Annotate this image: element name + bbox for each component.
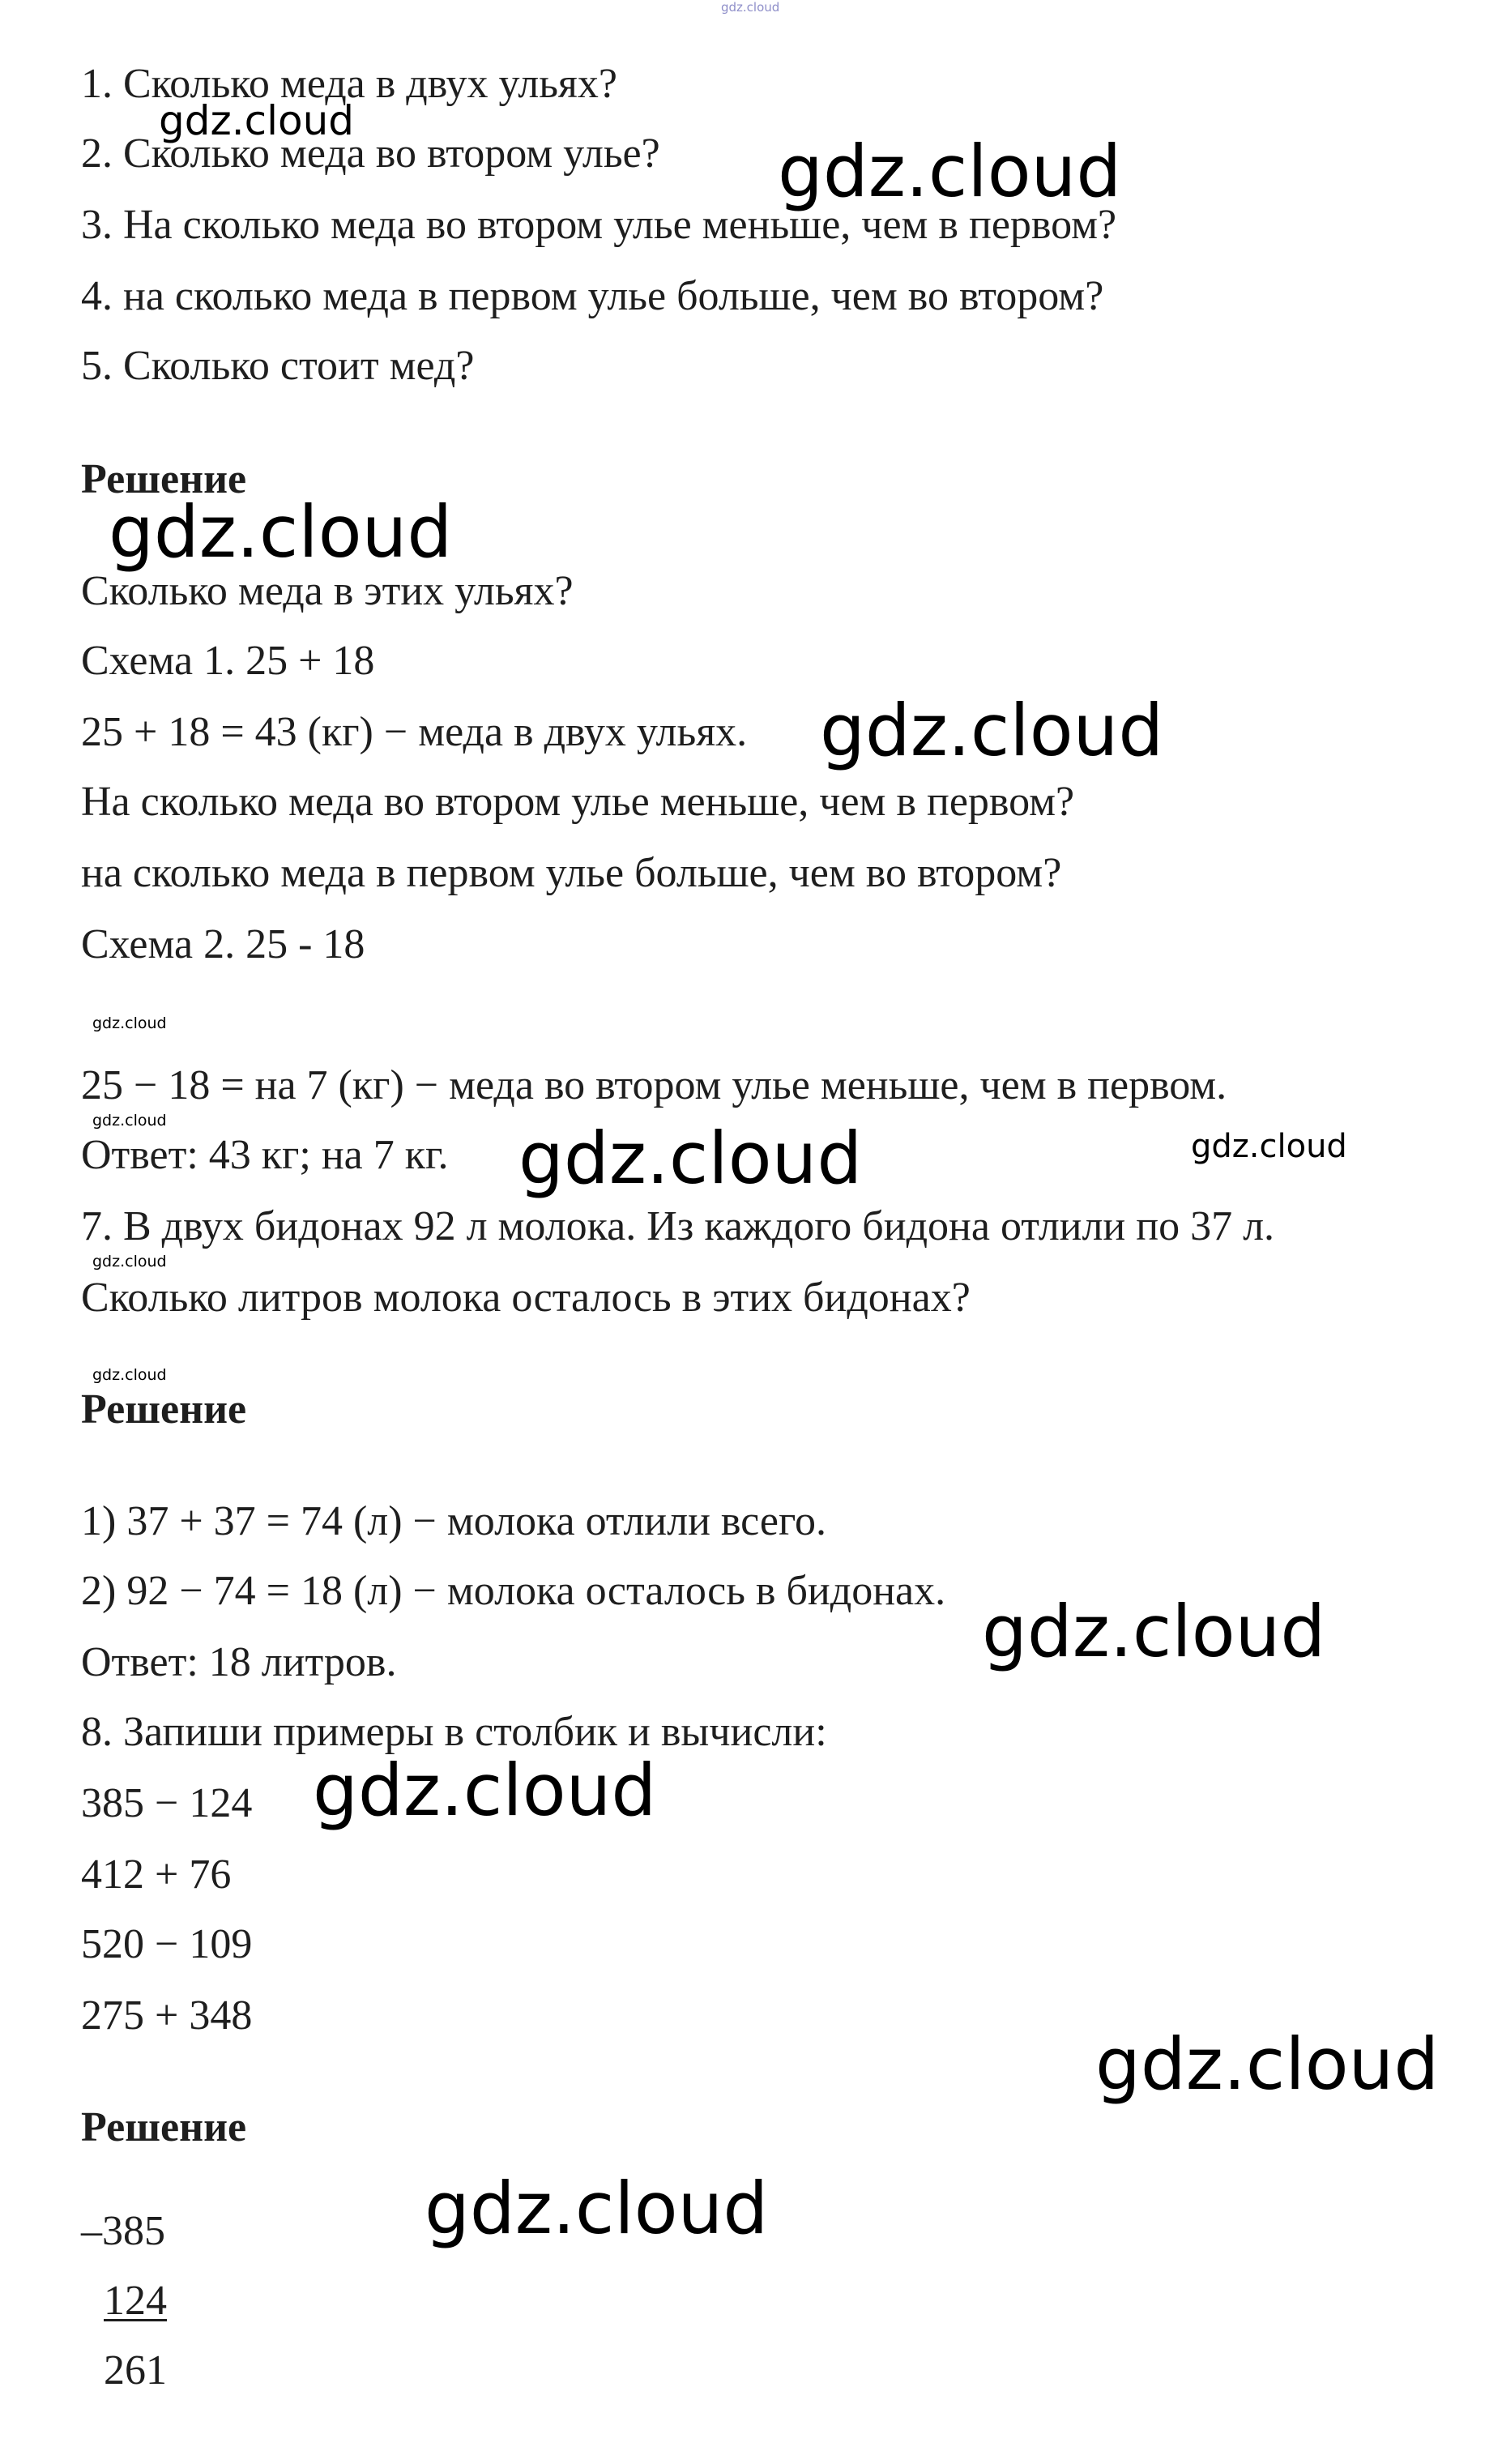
example-line: 412 + 76: [81, 1851, 232, 1898]
watermark: gdz.cloud: [92, 1366, 167, 1384]
watermark: gdz.cloud: [425, 2167, 769, 2250]
solution-heading: Решение: [81, 1386, 247, 1433]
task-question-5: 5. Сколько стоит мед?: [81, 343, 475, 389]
solution-line: 2) 92 − 74 = 18 (л) − молока осталось в бидонах.: [81, 1568, 946, 1614]
watermark: gdz.cloud: [159, 97, 355, 144]
solution-heading: Решение: [81, 2104, 247, 2150]
watermark-top: gdz.cloud: [721, 0, 780, 15]
watermark: gdz.cloud: [109, 490, 453, 574]
solution-line: 25 + 18 = 43 (кг) − меда в двух ульях.: [81, 709, 748, 755]
watermark: gdz.cloud: [92, 1112, 167, 1130]
task-question-4: 4. на сколько меда в первом улье больше, чем во втором?: [81, 273, 1104, 319]
column-subtrahend: 124: [104, 2278, 167, 2324]
solution-line: На сколько меда во втором улье меньше, чем в первом?: [81, 779, 1075, 825]
watermark: gdz.cloud: [778, 130, 1122, 213]
solution-line: на сколько меда в первом улье больше, чем во втором?: [81, 850, 1062, 896]
solution-line: 25 − 18 = на 7 (кг) − меда во втором улье меньше, чем в первом.: [81, 1062, 1227, 1108]
watermark: gdz.cloud: [1191, 1128, 1347, 1165]
task-question-3: 3. На сколько меда во втором улье меньше, чем в первом?: [81, 202, 1117, 248]
solution-line: Схема 1. 25 + 18: [81, 638, 375, 684]
task8-title: 8. Запиши примеры в столбик и вычисли:: [81, 1709, 827, 1755]
watermark: gdz.cloud: [820, 689, 1164, 772]
column-minuend: –385: [81, 2208, 165, 2254]
task7-line: 7. В двух бидонах 92 л молока. Из каждого бидона отлили по 37 л.: [81, 1203, 1275, 1249]
watermark: gdz.cloud: [92, 1253, 167, 1270]
example-line: 385 − 124: [81, 1780, 253, 1826]
task7-line: Сколько литров молока осталось в этих бидонах?: [81, 1275, 971, 1321]
answer-line: Ответ: 18 литров.: [81, 1639, 397, 1685]
solution-line: Схема 2. 25 - 18: [81, 921, 365, 967]
watermark: gdz.cloud: [518, 1117, 863, 1200]
task-question-2: 2. Сколько меда во втором улье?: [81, 130, 660, 177]
solution-heading: Решение: [81, 456, 247, 502]
solution-line: Сколько меда в этих ульях?: [81, 568, 574, 614]
answer-line: Ответ: 43 кг; на 7 кг.: [81, 1132, 449, 1178]
watermark: gdz.cloud: [1095, 2022, 1440, 2106]
solution-line: 1) 37 + 37 = 74 (л) − молока отлили всего.: [81, 1498, 826, 1544]
column-result: 261: [104, 2347, 167, 2394]
task-question-1: 1. Сколько меда в двух ульях?: [81, 61, 617, 107]
example-line: 275 + 348: [81, 1992, 253, 2039]
example-line: 520 − 109: [81, 1921, 253, 1967]
watermark: gdz.cloud: [92, 1014, 167, 1032]
watermark: gdz.cloud: [313, 1749, 657, 1832]
watermark: gdz.cloud: [982, 1590, 1326, 1673]
